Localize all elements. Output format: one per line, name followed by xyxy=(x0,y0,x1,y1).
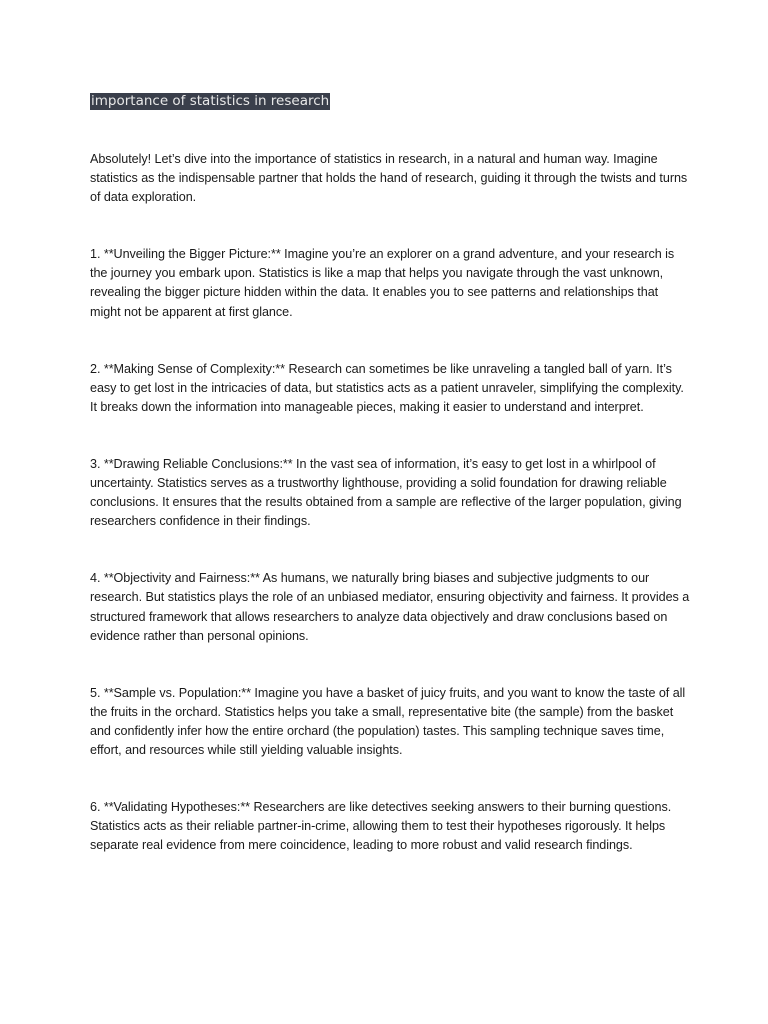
list-item-5: 5. **Sample vs. Population:** Imagine you have a basket of juicy fruits, and you want to know the taste of all the fruits in the orchard. Statistics helps you take a small, representative bite (the sample) from the basket and confidently infer how the entire orchard (the population) tastes. This sampling technique saves time, effort, and resources while still yielding valuable insights. xyxy=(90,685,686,757)
intro-paragraph: Absolutely! Let’s dive into the importance of statistics in research, in a natural and human way. Imagine statistics as the indispensable partner that holds the hand of research, guiding it through the twists and turns of data exploration. xyxy=(90,152,688,205)
list-item-1: 1. **Unveiling the Bigger Picture:** Imagine you’re an explorer on a grand adventure, and your research is the journey you embark upon. Statistics is like a map that helps you navigate through the vast unknown, revealing the bigger picture hidden within the data. It enables you to see patterns and relationships that might not be apparent at first glance. xyxy=(90,247,675,319)
list-item-2: 2. **Making Sense of Complexity:** Research can sometimes be like unraveling a tangled ball of yarn. It’s easy to get lost in the intricacies of data, but statistics acts as a patient unraveler, simplifying the complexity. It breaks down the information into manageable pieces, making it easier to understand and interpret. xyxy=(90,361,684,414)
document-title[interactable]: importance of statistics in research xyxy=(91,93,330,109)
list-item-3: 3. **Drawing Reliable Conclusions:** In the vast sea of information, it’s easy to get lost in a whirlpool of uncertainty. Statistics serves as a trustworthy lighthouse, providing a solid foundation for drawing reliable conclusions. It ensures that the results obtained from a sample are reflective of the larger population, giving researchers confidence in their findings. xyxy=(90,456,682,529)
document-page xyxy=(90,92,690,855)
list-item-4: 4. **Objectivity and Fairness:** As humans, we naturally bring biases and subjective judgments to our research. But statistics plays the role of an unbiased mediator, ensuring objectivity and fairness. It provides a structured framework that allows researchers to analyze data objectively and draw conclusions based on evidence rather than personal opinions. xyxy=(90,571,690,643)
list-item-6: 6. **Validating Hypotheses:** Researchers are like detectives seeking answers to their burning questions. Statistics acts as their reliable partner-in-crime, allowing them to test their hypotheses rigorously. It helps separate real evidence from mere coincidence, leading to more robust and valid research findings. xyxy=(90,800,672,853)
document-title-row xyxy=(90,92,690,110)
